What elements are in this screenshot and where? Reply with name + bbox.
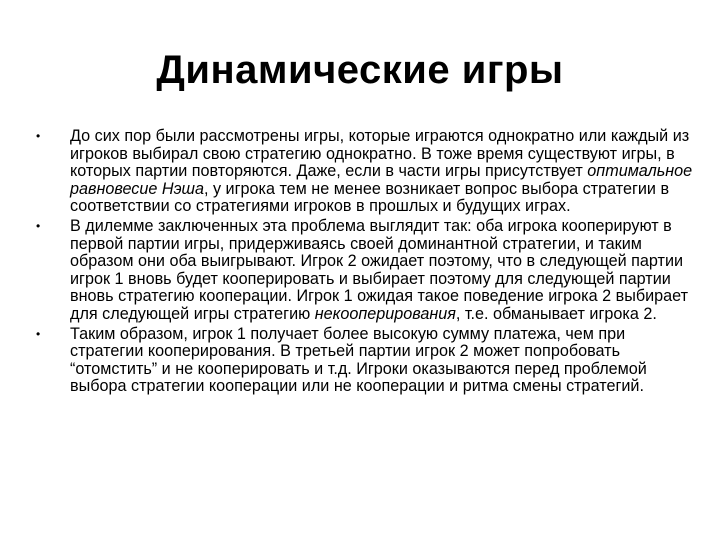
bullet-text-segment: Таким образом, игрок 1 получает более высокую сумму платежа, чем при стратегии кооперирования. В третьей партии игрок 2 может попробовать “отомстить” и не кооперировать и т.д. Игроки оказываются перед проблемой выбора стратегии кооперации или не кооперации и ритма смены стратегий. (70, 324, 647, 396)
bullet-text-segment: , т.е. обманывает игрока 2. (455, 304, 657, 323)
bullet-text-italic: некооперирования (314, 304, 456, 323)
bullet-text (70, 217, 688, 323)
bullet-dot-icon: • (36, 129, 41, 143)
slide-title: Динамические игры (156, 48, 564, 92)
bullet-text-segment: До сих пор были рассмотрены игры, которые играются однократно или каждый из игроков выбирал свою стратегию однократно. В тоже время существуют игры, в которых партии повторяются. Даже, если в части игры присутствует (70, 127, 690, 181)
bullet-item-3 (34, 326, 694, 396)
bullet-item-2 (34, 218, 694, 324)
bullet-text-italic: оптимальное равновесие Нэша (70, 162, 693, 198)
bullet-text (70, 127, 692, 215)
bullet-text-segment: , у игрока тем не менее возникает вопрос выбора стратегии в соответствии со стратегиями игроков в прошлых и будущих играх. (70, 179, 670, 216)
bullet-text-segment: В дилемме заключенных эта проблема выглядит так: оба игрока кооперируют в первой партии игры, придерживаясь своей доминантной стратегии, и таким образом они оба выигрывают. Игрок 2 ожидает поэтому, что в следующей партии игрок 1 вновь будет кооперировать и выбирает поэтому для следующей партии вновь стратегию кооперации. Игрок 1 ожидая такое поведение игрока 2 выбирает для следующей игры стратегию (70, 216, 689, 323)
bullet-item-1 (34, 128, 694, 216)
bullet-dot-icon: • (36, 326, 41, 341)
bullet-dot-icon: • (36, 218, 41, 233)
bullet-list (34, 128, 694, 398)
bullet-text (70, 325, 647, 396)
